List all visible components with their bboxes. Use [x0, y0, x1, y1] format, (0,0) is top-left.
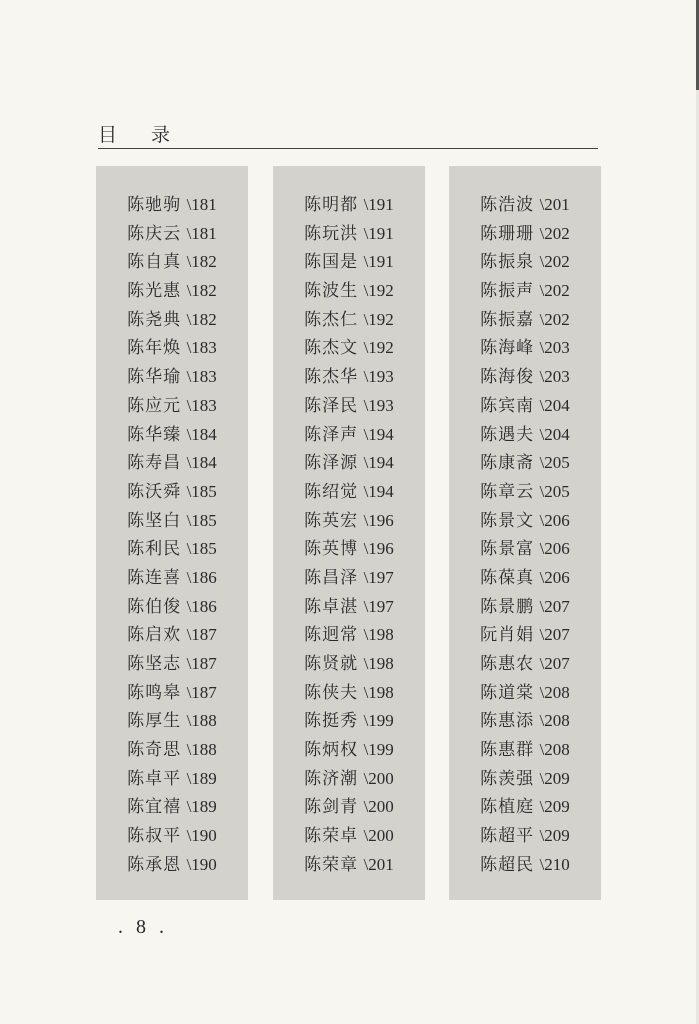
toc-entry — [96, 650, 248, 679]
toc-entry-page-ref: \206 — [539, 510, 570, 530]
toc-entry — [449, 765, 601, 794]
toc-entry — [273, 220, 425, 249]
toc-entry-page-ref: \209 — [539, 797, 570, 817]
toc-entry-page-ref: \197 — [363, 567, 394, 587]
toc-entry-page-ref: \207 — [539, 625, 570, 645]
toc-entry — [96, 449, 248, 478]
toc-entry-name: 陈振嘉 — [480, 309, 535, 330]
toc-entry-page-ref: \182 — [186, 252, 217, 272]
toc-entry — [273, 392, 425, 421]
toc-entry — [449, 593, 601, 622]
toc-entry-name: 陈泽民 — [304, 395, 359, 416]
toc-entry-name: 陈伯俊 — [127, 596, 182, 617]
toc-entry-page-ref: \189 — [186, 768, 217, 788]
toc-entry-page-ref: \191 — [363, 195, 394, 214]
toc-entry — [273, 822, 425, 851]
toc-entry-page-ref: \207 — [539, 654, 570, 673]
toc-entry-page-ref: \198 — [363, 654, 394, 673]
toc-entry — [96, 191, 248, 220]
toc-entry-name: 陈惠农 — [480, 654, 535, 674]
toc-entry-name: 陈珊珊 — [480, 223, 535, 244]
toc-column-1 — [96, 166, 248, 900]
toc-entry-name: 陈玩洪 — [304, 223, 359, 244]
toc-entry-name: 陈叔平 — [127, 826, 182, 847]
toc-entry-page-ref: \190 — [186, 854, 217, 874]
toc-entry — [273, 507, 425, 536]
toc-entry-name: 陈荣章 — [304, 854, 359, 875]
header-divider — [98, 148, 598, 149]
toc-entry-page-ref: \196 — [363, 510, 394, 530]
toc-entry — [273, 851, 425, 880]
toc-entry-page-ref: \182 — [186, 309, 217, 329]
toc-entry-page-ref: \192 — [363, 281, 394, 301]
toc-entry-name: 陈利民 — [127, 539, 182, 560]
page-header-title: 目 录 — [98, 124, 185, 146]
toc-column-3 — [449, 166, 601, 900]
toc-entry-name: 陈坚白 — [127, 510, 182, 531]
toc-entry-name: 陈康斋 — [480, 453, 535, 474]
toc-entry-page-ref: \206 — [539, 567, 570, 587]
toc-entry-page-ref: \193 — [363, 367, 394, 387]
toc-entry — [96, 679, 248, 708]
toc-entry — [273, 793, 425, 822]
toc-entry-name: 陈承恩 — [127, 854, 182, 875]
toc-entry-page-ref: \200 — [363, 826, 394, 846]
toc-entry-name: 阮肖娟 — [480, 625, 535, 646]
toc-entry-name: 陈沃舜 — [127, 481, 182, 502]
toc-entry — [273, 593, 425, 622]
toc-entry-page-ref: \194 — [363, 453, 394, 473]
toc-entry — [96, 564, 248, 593]
toc-entry — [273, 277, 425, 306]
toc-entry — [96, 765, 248, 794]
toc-entry — [449, 535, 601, 564]
toc-entry — [96, 707, 248, 736]
toc-entry-page-ref: \191 — [363, 252, 394, 272]
toc-entry-page-ref: \191 — [363, 223, 394, 243]
toc-entry-name: 陈昌泽 — [304, 567, 359, 588]
toc-entry — [449, 793, 601, 822]
toc-entry-name: 陈挺秀 — [304, 711, 359, 732]
toc-entry — [449, 478, 601, 507]
toc-entry-page-ref: \183 — [186, 338, 217, 358]
toc-entry-page-ref: \204 — [539, 395, 570, 415]
toc-entry-page-ref: \183 — [186, 395, 217, 415]
toc-entry-name: 陈泽声 — [304, 424, 359, 445]
toc-entry-name: 陈启欢 — [127, 625, 182, 646]
toc-entry-page-ref: \188 — [186, 740, 217, 760]
toc-entry-page-ref: \202 — [539, 223, 570, 243]
toc-entry — [273, 363, 425, 392]
toc-entry — [449, 220, 601, 249]
toc-entry-name: 陈道棠 — [480, 682, 535, 703]
toc-entry — [273, 707, 425, 736]
toc-entry — [273, 736, 425, 765]
toc-entry — [273, 449, 425, 478]
toc-entry — [449, 736, 601, 765]
toc-entry-page-ref: \185 — [186, 539, 217, 559]
toc-entry — [96, 793, 248, 822]
toc-entry-name: 陈卓湛 — [304, 596, 359, 617]
toc-entry-name: 陈英宏 — [304, 510, 359, 531]
toc-entry-name: 陈连喜 — [127, 567, 182, 588]
toc-entry-page-ref: \200 — [363, 768, 394, 788]
toc-entry — [449, 507, 601, 536]
toc-entry-page-ref: \192 — [363, 309, 394, 329]
toc-entry-page-ref: \208 — [539, 682, 570, 702]
toc-entry — [273, 334, 425, 363]
toc-entry-page-ref: \204 — [539, 424, 570, 444]
toc-entry-name: 陈明都 — [304, 195, 359, 215]
toc-entry-name: 陈华臻 — [127, 424, 182, 445]
toc-entry-name: 陈鸣皋 — [127, 682, 182, 703]
toc-entry — [96, 277, 248, 306]
toc-entry-page-ref: \202 — [539, 281, 570, 301]
toc-entry-name: 陈超平 — [480, 826, 535, 847]
toc-entry-page-ref: \190 — [186, 826, 217, 846]
toc-entry-page-ref: \202 — [539, 309, 570, 329]
toc-entry — [449, 248, 601, 277]
toc-entry-name: 陈绍觉 — [304, 481, 359, 502]
toc-entry-name: 陈振声 — [480, 281, 535, 302]
toc-entry — [273, 535, 425, 564]
toc-entry-name: 陈海俊 — [480, 367, 535, 388]
toc-entry-page-ref: \187 — [186, 654, 217, 673]
toc-entry-page-ref: \201 — [539, 195, 570, 214]
toc-entry — [449, 851, 601, 880]
toc-entry — [449, 449, 601, 478]
toc-entry-name: 陈惠添 — [480, 711, 535, 732]
toc-entry-name: 陈坚志 — [127, 654, 182, 674]
toc-entry — [449, 392, 601, 421]
toc-entry — [96, 334, 248, 363]
toc-entry-page-ref: \201 — [363, 854, 394, 874]
toc-entry-page-ref: \193 — [363, 395, 394, 415]
toc-column-2 — [273, 166, 425, 900]
toc-entry-name: 陈景富 — [480, 539, 535, 560]
toc-entry-name: 陈剑青 — [304, 797, 359, 818]
toc-entry — [96, 220, 248, 249]
toc-entry — [449, 650, 601, 679]
toc-entry-page-ref: \209 — [539, 768, 570, 788]
toc-entry-name: 陈尧典 — [127, 309, 182, 330]
toc-entry — [449, 191, 601, 220]
toc-entry-name: 陈植庭 — [480, 797, 535, 818]
toc-entry-name: 陈华瑜 — [127, 367, 182, 388]
toc-entry-name: 陈葆真 — [480, 567, 535, 588]
toc-entry-page-ref: \186 — [186, 596, 217, 616]
toc-entry-name: 陈景文 — [480, 510, 535, 531]
toc-entry-name: 陈奇思 — [127, 740, 182, 761]
toc-entry-page-ref: \198 — [363, 682, 394, 702]
toc-entry-name: 陈应元 — [127, 395, 182, 416]
toc-entry-page-ref: \209 — [539, 826, 570, 846]
toc-entry-name: 陈厚生 — [127, 711, 182, 732]
toc-entry — [96, 392, 248, 421]
toc-entry-name: 陈杰华 — [304, 367, 359, 388]
toc-entry-name: 陈宾南 — [480, 395, 535, 416]
toc-entry-name: 陈自真 — [127, 252, 182, 273]
toc-entry-page-ref: \207 — [539, 596, 570, 616]
toc-entry-page-ref: \194 — [363, 481, 394, 501]
toc-entry — [273, 421, 425, 450]
toc-entry — [449, 363, 601, 392]
toc-entry — [96, 593, 248, 622]
page-number: . 8 . — [118, 916, 168, 938]
toc-entry-page-ref: \185 — [186, 481, 217, 501]
toc-entry-name: 陈海峰 — [480, 338, 535, 359]
toc-entry-page-ref: \205 — [539, 481, 570, 501]
toc-entry-name: 陈光惠 — [127, 281, 182, 302]
toc-entry-name: 陈驰驹 — [127, 195, 182, 215]
toc-entry-page-ref: \189 — [186, 797, 217, 817]
toc-entry-name: 陈章云 — [480, 481, 535, 502]
toc-entry-page-ref: \197 — [363, 596, 394, 616]
toc-entry — [449, 306, 601, 335]
toc-entry-name: 陈宜禧 — [127, 797, 182, 818]
toc-entry — [273, 650, 425, 679]
toc-entry-page-ref: \184 — [186, 453, 217, 473]
toc-entry-name: 陈侠夫 — [304, 682, 359, 703]
toc-entry-list — [96, 191, 248, 880]
toc-entry-name: 陈庆云 — [127, 223, 182, 244]
toc-entry — [449, 621, 601, 650]
toc-entry-name: 陈迥常 — [304, 625, 359, 646]
toc-entry-page-ref: \188 — [186, 711, 217, 731]
toc-entry-name: 陈济潮 — [304, 768, 359, 789]
toc-entry-name: 陈超民 — [480, 854, 535, 875]
toc-entry — [449, 707, 601, 736]
toc-entry — [273, 191, 425, 220]
toc-entry-list — [449, 191, 601, 880]
toc-entry — [96, 621, 248, 650]
toc-entry-page-ref: \199 — [363, 711, 394, 731]
toc-entry-name: 陈振泉 — [480, 252, 535, 273]
toc-entry — [96, 736, 248, 765]
toc-entry — [96, 248, 248, 277]
toc-entry — [96, 851, 248, 880]
toc-entry — [273, 248, 425, 277]
toc-entry-page-ref: \185 — [186, 510, 217, 530]
toc-entry-name: 陈国是 — [304, 252, 359, 273]
toc-entry-page-ref: \187 — [186, 625, 217, 645]
toc-entry-name: 陈杰文 — [304, 338, 359, 359]
toc-entry — [96, 421, 248, 450]
toc-entry — [273, 765, 425, 794]
toc-entry — [96, 535, 248, 564]
toc-entry-name: 陈惠群 — [480, 740, 535, 761]
toc-entry-name: 陈波生 — [304, 281, 359, 302]
toc-entry-page-ref: \210 — [539, 854, 570, 874]
toc-entry-name: 陈杰仁 — [304, 309, 359, 330]
toc-entry-page-ref: \203 — [539, 367, 570, 387]
toc-entry — [273, 621, 425, 650]
toc-entry-page-ref: \208 — [539, 740, 570, 760]
toc-entry-page-ref: \202 — [539, 252, 570, 272]
toc-entry — [449, 334, 601, 363]
toc-entry-name: 陈景鹏 — [480, 596, 535, 617]
toc-entry — [449, 421, 601, 450]
toc-entry-name: 陈荣卓 — [304, 826, 359, 847]
toc-entry-name: 陈英博 — [304, 539, 359, 560]
toc-entry-list — [273, 191, 425, 880]
toc-entry-page-ref: \194 — [363, 424, 394, 444]
toc-entry-page-ref: \208 — [539, 711, 570, 731]
toc-entry-page-ref: \206 — [539, 539, 570, 559]
toc-entry — [273, 478, 425, 507]
toc-entry-name: 陈遇夫 — [480, 424, 535, 445]
toc-entry — [96, 363, 248, 392]
toc-entry-page-ref: \196 — [363, 539, 394, 559]
toc-entry-name: 陈年焕 — [127, 338, 182, 359]
toc-entry-page-ref: \184 — [186, 424, 217, 444]
toc-entry — [449, 277, 601, 306]
toc-entry-page-ref: \186 — [186, 567, 217, 587]
toc-entry-name: 陈泽源 — [304, 453, 359, 474]
toc-entry — [273, 306, 425, 335]
toc-entry-name: 陈贤就 — [304, 654, 359, 674]
toc-entry — [273, 564, 425, 593]
toc-entry — [449, 564, 601, 593]
toc-entry-page-ref: \199 — [363, 740, 394, 760]
toc-entry-page-ref: \205 — [539, 453, 570, 473]
toc-entry — [449, 822, 601, 851]
toc-entry-page-ref: \181 — [186, 195, 217, 214]
toc-entry-page-ref: \183 — [186, 367, 217, 387]
toc-entry-page-ref: \192 — [363, 338, 394, 358]
toc-entry-page-ref: \198 — [363, 625, 394, 645]
toc-entry-name: 陈炳权 — [304, 740, 359, 761]
toc-entry — [96, 478, 248, 507]
toc-entry-page-ref: \181 — [186, 223, 217, 243]
toc-entry-page-ref: \200 — [363, 797, 394, 817]
toc-entry-page-ref: \182 — [186, 281, 217, 301]
toc-entry-name: 陈浩波 — [480, 195, 535, 215]
toc-entry — [96, 306, 248, 335]
toc-entry — [96, 507, 248, 536]
toc-entry-name: 陈寿昌 — [127, 453, 182, 474]
toc-entry-page-ref: \187 — [186, 682, 217, 702]
toc-entry — [96, 822, 248, 851]
toc-entry — [273, 679, 425, 708]
toc-entry-page-ref: \203 — [539, 338, 570, 358]
toc-entry-name: 陈卓平 — [127, 768, 182, 789]
toc-entry-name: 陈羡强 — [480, 768, 535, 789]
toc-entry — [449, 679, 601, 708]
